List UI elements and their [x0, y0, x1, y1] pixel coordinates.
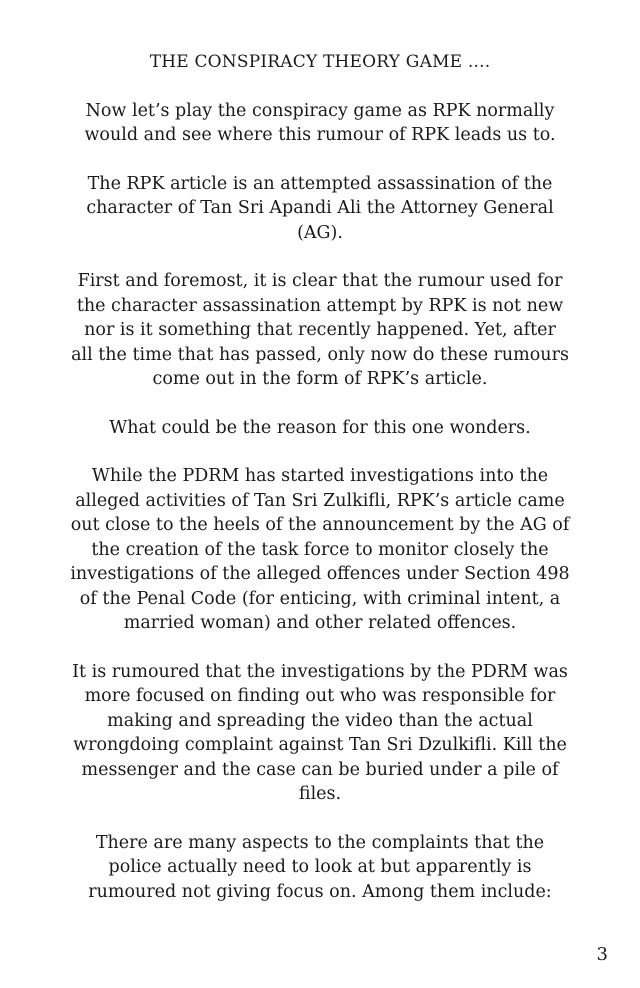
text-line: come out in the form of RPK’s article. [152, 369, 488, 389]
text-line: more focused on finding out who was responsible for [84, 686, 556, 706]
text-line: messenger and the case can be buried under a pile of [81, 759, 559, 780]
text-line: Now let’s play the conspiracy game as RPK normally [85, 100, 555, 121]
paragraph [30, 99, 610, 148]
paragraph [30, 269, 610, 392]
text-line: would and see where this rumour of RPK leads us to. [84, 125, 556, 145]
document-title: THE CONSPIRACY THEORY GAME .... [149, 52, 491, 72]
text-line: files. [298, 784, 342, 804]
text-line: of the Penal Code (for enticing, with criminal intent, a [79, 588, 561, 609]
paragraph [30, 831, 610, 905]
text-line: married woman) and other related offences. [123, 613, 517, 633]
text-line: First and foremost, it is clear that the rumour used for [77, 271, 563, 291]
text-line: What could be the reason for this one wonders. [109, 417, 531, 438]
text-line: While the PDRM has started investigations into the [91, 466, 549, 486]
text-line: all the time that has passed, only now do these rumours [71, 344, 569, 365]
document-page [30, 50, 610, 928]
text-line: character of Tan Sri Apandi Ali the Attorney General [86, 198, 554, 218]
paragraph [30, 172, 610, 246]
text-line: alleged activities of Tan Sri Zulkifli, RPK’s article came [75, 490, 565, 511]
text-line: There are many aspects to the complaints that the [95, 832, 545, 853]
text-line: police actually need to look at but apparently is [108, 857, 532, 877]
text-line: making and spreading the video than the actual [107, 710, 533, 731]
text-line: out close to the heels of the announcement by the AG of [70, 515, 570, 535]
document-body [30, 99, 610, 905]
text-line: the character assassination attempt by RPK is not new [76, 295, 564, 316]
page-number: 3 [596, 944, 608, 965]
text-line: wrongdoing complaint against Tan Sri Dzulkifli. Kill the [73, 735, 567, 755]
text-line: investigations of the alleged offences under Section 498 [70, 564, 570, 584]
paragraph [30, 416, 610, 441]
text-line: The RPK article is an attempted assassination of the [87, 173, 553, 194]
paragraph [30, 660, 610, 807]
text-line: rumoured not giving focus on. Among them include: [88, 881, 552, 902]
text-line: the creation of the task force to monitor closely the [91, 539, 549, 560]
text-line: (AG). [297, 222, 343, 243]
text-line: nor is it something that recently happened. Yet, after [84, 320, 556, 340]
paragraph [30, 464, 610, 636]
text-line: It is rumoured that the investigations by the PDRM was [72, 661, 568, 682]
